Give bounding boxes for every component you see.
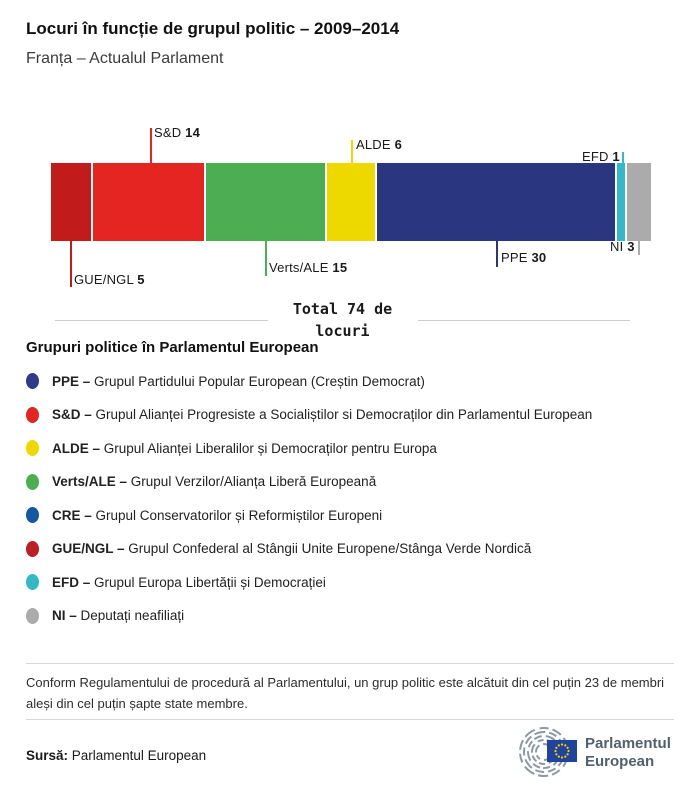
legend-dot-cre xyxy=(26,507,39,523)
logo-wordmark: Parlamentul European xyxy=(585,735,671,770)
legend-dot-ni xyxy=(26,608,39,624)
callout-label-verts-ale: Verts/ALE 15 xyxy=(269,260,348,275)
legend-dot-ppe xyxy=(26,373,39,389)
legend-dot-alde xyxy=(26,440,39,456)
european-parliament-logo xyxy=(514,722,674,780)
callout-line-s-d xyxy=(150,128,152,163)
legend-item-alde xyxy=(26,434,680,462)
bar-segment-ni xyxy=(627,163,651,241)
source-value: Parlamentul European xyxy=(71,748,207,763)
callout-label-s-d: S&D 14 xyxy=(154,125,201,140)
legend-dot-s-d xyxy=(26,407,39,423)
callout-line-ni xyxy=(638,241,640,255)
legend-label-alde: ALDE – Grupul Alianței Liberalilor și Democraților pentru Europa xyxy=(52,440,437,456)
legend-label-ppe: PPE – Grupul Partidului Popular European (Creștin Democrat) xyxy=(52,373,425,389)
callout-line-verts-ale xyxy=(265,241,267,276)
legend-label-s-d: S&D – Grupul Alianței Progresiste a Socialiștilor si Democraților din Parlamentul European xyxy=(52,407,593,422)
legend-item-ni xyxy=(26,602,680,630)
callout-label-ppe: PPE 30 xyxy=(501,250,547,265)
callout-line-gue-ngl xyxy=(70,241,72,287)
source-label: Sursă: xyxy=(26,748,69,763)
callout-label-ni: NI 3 xyxy=(610,239,635,254)
bar-segment-gue-ngl xyxy=(51,163,91,241)
legend-item-verts-ale xyxy=(26,468,680,496)
bar-segment-s-d xyxy=(93,163,204,241)
legend-item-s-d xyxy=(26,401,680,429)
callout-line-efd xyxy=(622,152,624,163)
legend-label-ni: NI – Deputați neafiliați xyxy=(52,608,185,623)
callout-line-ppe xyxy=(496,241,498,267)
callout-line-alde xyxy=(351,140,353,163)
legend-label-gue-ngl: GUE/NGL – Grupul Confederal al Stângii Unite Europene/Stânga Verde Nordică xyxy=(52,541,532,556)
total-rule-right xyxy=(418,320,631,321)
bar-segment-alde xyxy=(327,163,375,241)
legend-heading: Grupuri politice în Parlamentul European xyxy=(26,339,319,356)
legend-label-verts-ale: Verts/ALE – Grupul Verzilor/Alianța Liberă Europeană xyxy=(52,474,377,489)
bar-segment-verts-ale xyxy=(206,163,325,241)
legend-item-efd xyxy=(26,568,680,596)
chart-area xyxy=(0,100,700,290)
total-rule-left xyxy=(55,320,268,321)
legend-label-efd: EFD – Grupul Europa Libertății și Democrației xyxy=(52,574,326,590)
footnote-text: Conform Regulamentului de procedură al Parlamentului, un grup politic este alcătuit din cel puțin 23 de membri aleși din cel puțin șapte state membre. xyxy=(26,675,665,712)
legend-dot-gue-ngl xyxy=(26,541,39,557)
legend-item-cre xyxy=(26,501,680,529)
legend-dot-verts-ale xyxy=(26,474,39,490)
callout-label-efd: EFD 1 xyxy=(582,149,620,164)
eu-flag-icon xyxy=(547,740,577,762)
source-line xyxy=(26,748,206,763)
callout-label-gue-ngl: GUE/NGL 5 xyxy=(74,272,145,287)
stacked-bar xyxy=(51,163,651,241)
total-seats-label: Total 74 de locuri xyxy=(292,300,393,340)
legend-item-gue-ngl xyxy=(26,535,680,563)
legend-dot-efd xyxy=(26,574,39,590)
legend-item-ppe xyxy=(26,367,680,395)
callout-label-alde: ALDE 6 xyxy=(356,137,403,152)
footer-divider-bottom xyxy=(26,719,674,720)
page-title: Locuri în funcție de grupul politic – 2009–2014 xyxy=(26,19,400,38)
total-divider xyxy=(55,299,630,343)
bar-segment-ppe xyxy=(377,163,615,241)
legend-label-cre: CRE – Grupul Conservatorilor și Reformiștilor Europeni xyxy=(52,507,383,523)
legend-list xyxy=(26,367,680,635)
page-subtitle: Franța – Actualul Parlament xyxy=(26,50,224,67)
bar-segment-efd xyxy=(617,163,625,241)
footer-divider-top xyxy=(26,663,674,664)
